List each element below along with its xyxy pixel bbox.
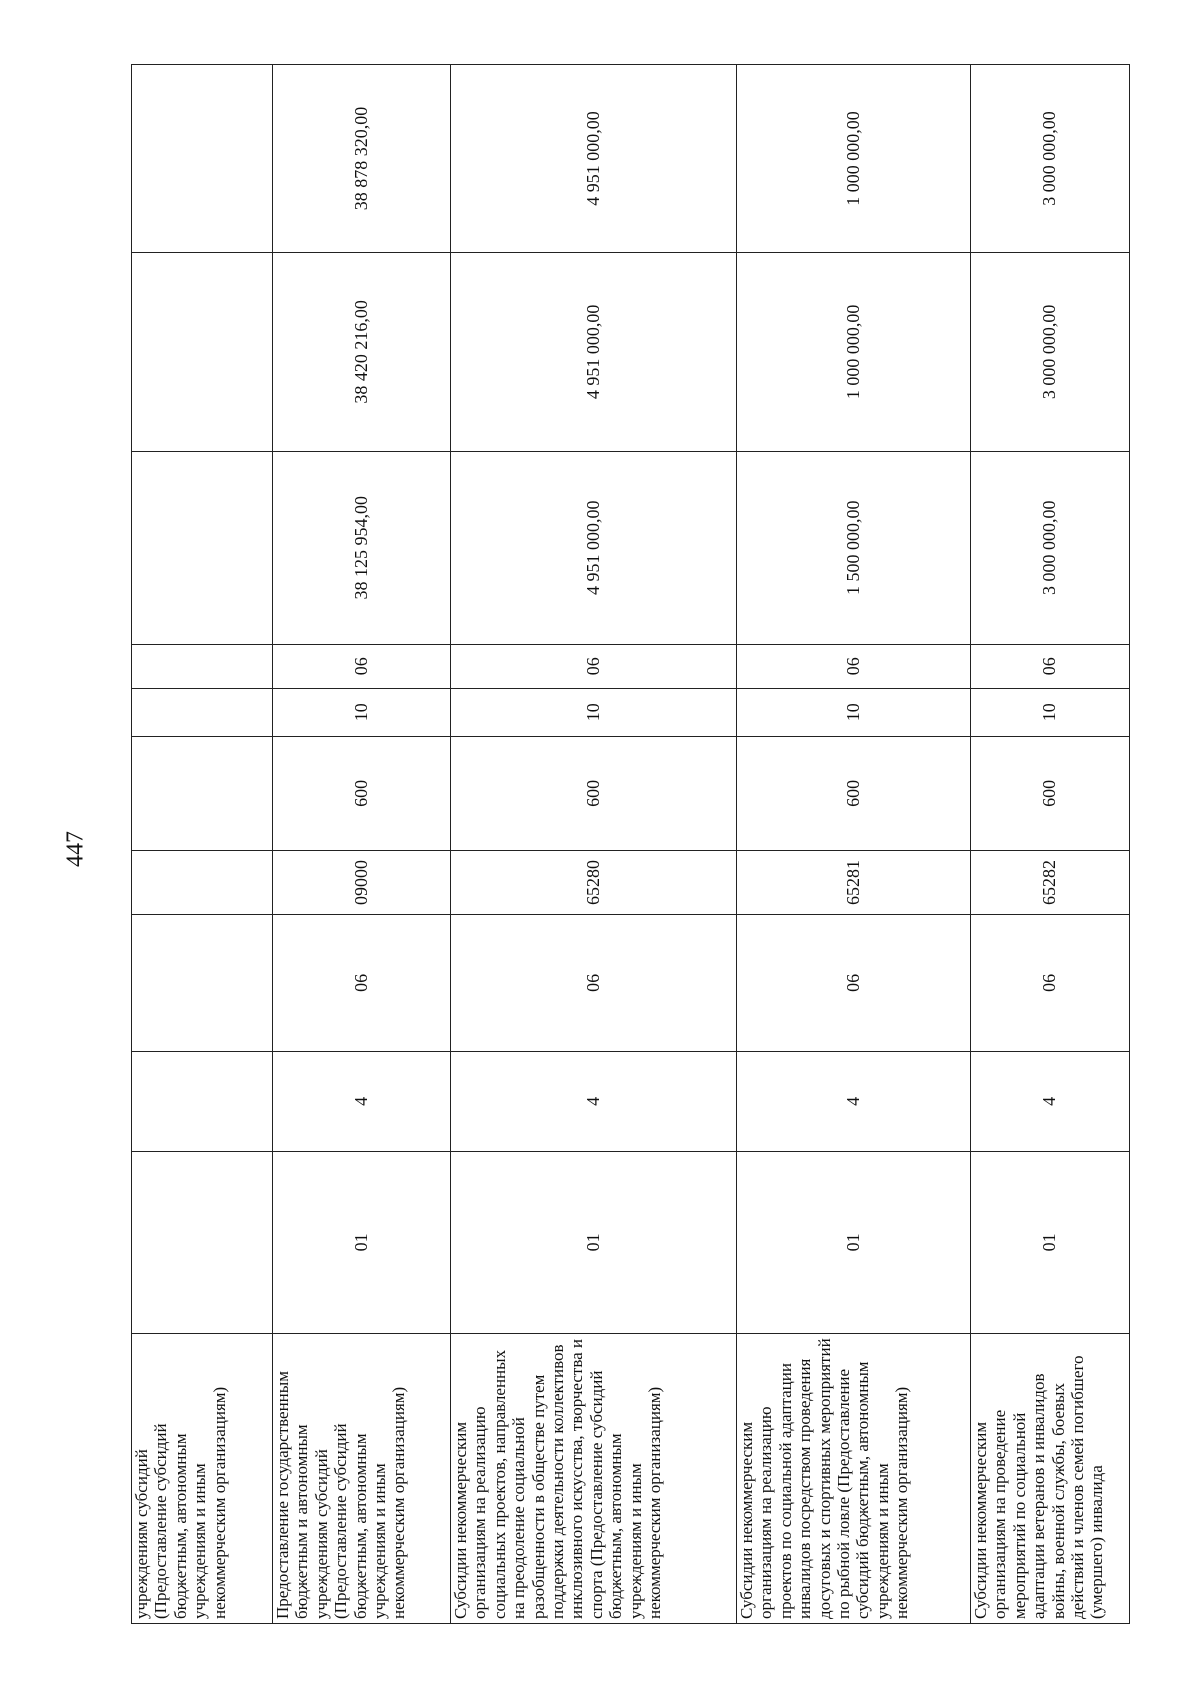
row-amount-year-3: 38 878 320,00 <box>273 65 451 253</box>
table-row <box>737 65 971 1624</box>
row-amount-year-1: 1 500 000,00 <box>737 451 971 644</box>
row-subprogram-code: 4 <box>273 1051 451 1151</box>
row-subsection: 06 <box>737 644 971 688</box>
row-amount-year-3 <box>132 65 273 253</box>
row-amount-year-3: 4 951 000,00 <box>451 65 737 253</box>
row-target-code <box>132 850 273 914</box>
row-activity-code: 06 <box>737 915 971 1052</box>
row-expense-type: 600 <box>273 736 451 850</box>
row-subsection: 06 <box>451 644 737 688</box>
row-subprogram-code: 4 <box>451 1051 737 1151</box>
table-row <box>132 65 273 1624</box>
row-activity-code: 06 <box>273 915 451 1052</box>
row-description: учреждениям субсидий (Предоставление субсидий бюджетным, автономным учреждениям и иным некоммерческим организациям) <box>132 1333 273 1623</box>
budget-table-rotated <box>131 64 1129 1624</box>
row-program-code: 01 <box>451 1152 737 1334</box>
row-subprogram-code <box>132 1051 273 1151</box>
row-amount-year-1: 38 125 954,00 <box>273 451 451 644</box>
page-number: 447 <box>62 831 89 867</box>
row-amount-year-2: 4 951 000,00 <box>451 253 737 452</box>
row-amount-year-2: 38 420 216,00 <box>273 253 451 452</box>
table-row <box>451 65 737 1624</box>
row-expense-type <box>132 736 273 850</box>
row-expense-type: 600 <box>451 736 737 850</box>
row-activity-code <box>132 915 273 1052</box>
row-target-code: 65281 <box>737 850 971 914</box>
row-target-code: 65280 <box>451 850 737 914</box>
row-description: Предоставление государственным бюджетным и автономным учреждениям субсидий (Предоставление субсидий бюджетным, автономным учреждениям и иным некоммерческим организациям) <box>273 1333 451 1623</box>
row-section: 10 <box>273 688 451 736</box>
row-program-code: 01 <box>273 1152 451 1334</box>
row-subsection: 06 <box>971 644 1130 688</box>
row-target-code: 09000 <box>273 850 451 914</box>
row-program-code <box>132 1152 273 1334</box>
row-expense-type: 600 <box>737 736 971 850</box>
row-activity-code: 06 <box>451 915 737 1052</box>
row-section: 10 <box>971 688 1130 736</box>
row-subprogram-code: 4 <box>737 1051 971 1151</box>
row-section: 10 <box>451 688 737 736</box>
row-description: Субсидии некоммерческим организациям на реализацию проектов по социальной адаптации инвалидов посредством проведения досуговых и спортивных мероприятий по рыбной ловле (Предоставление субсидий бюджетным, автономным учреждениям и иным некоммерческим организациям) <box>737 1333 971 1623</box>
row-amount-year-1: 4 951 000,00 <box>451 451 737 644</box>
row-activity-code: 06 <box>971 915 1130 1052</box>
row-amount-year-2 <box>132 253 273 452</box>
row-description: Субсидии некоммерческим организациям на проведение мероприятий по социальной адаптации ветеранов и инвалидов войны, военной службы, боевых действий и членов семей погибшего (умершего) инвалида <box>971 1333 1130 1623</box>
row-description: Субсидии некоммерческим организациям на реализацию социальных проектов, направленных на преодоление социальной разобщенности в обществе путем поддержки деятельности коллективов инклюзивного искусства, творчества и спорта (Предоставление субсидий бюджетным, автономным учреждениям и иным некоммерческим организациям) <box>451 1333 737 1623</box>
row-amount-year-1 <box>132 451 273 644</box>
table-row <box>273 65 451 1624</box>
row-program-code: 01 <box>971 1152 1130 1334</box>
budget-table <box>131 64 1130 1624</box>
row-amount-year-1: 3 000 000,00 <box>971 451 1130 644</box>
row-program-code: 01 <box>737 1152 971 1334</box>
row-amount-year-2: 3 000 000,00 <box>971 253 1130 452</box>
row-subsection: 06 <box>273 644 451 688</box>
row-amount-year-3: 3 000 000,00 <box>971 65 1130 253</box>
row-target-code: 65282 <box>971 850 1130 914</box>
row-expense-type: 600 <box>971 736 1130 850</box>
row-amount-year-2: 1 000 000,00 <box>737 253 971 452</box>
row-amount-year-3: 1 000 000,00 <box>737 65 971 253</box>
row-section: 10 <box>737 688 971 736</box>
row-section <box>132 688 273 736</box>
row-subsection <box>132 644 273 688</box>
table-row <box>971 65 1130 1624</box>
row-subprogram-code: 4 <box>971 1051 1130 1151</box>
